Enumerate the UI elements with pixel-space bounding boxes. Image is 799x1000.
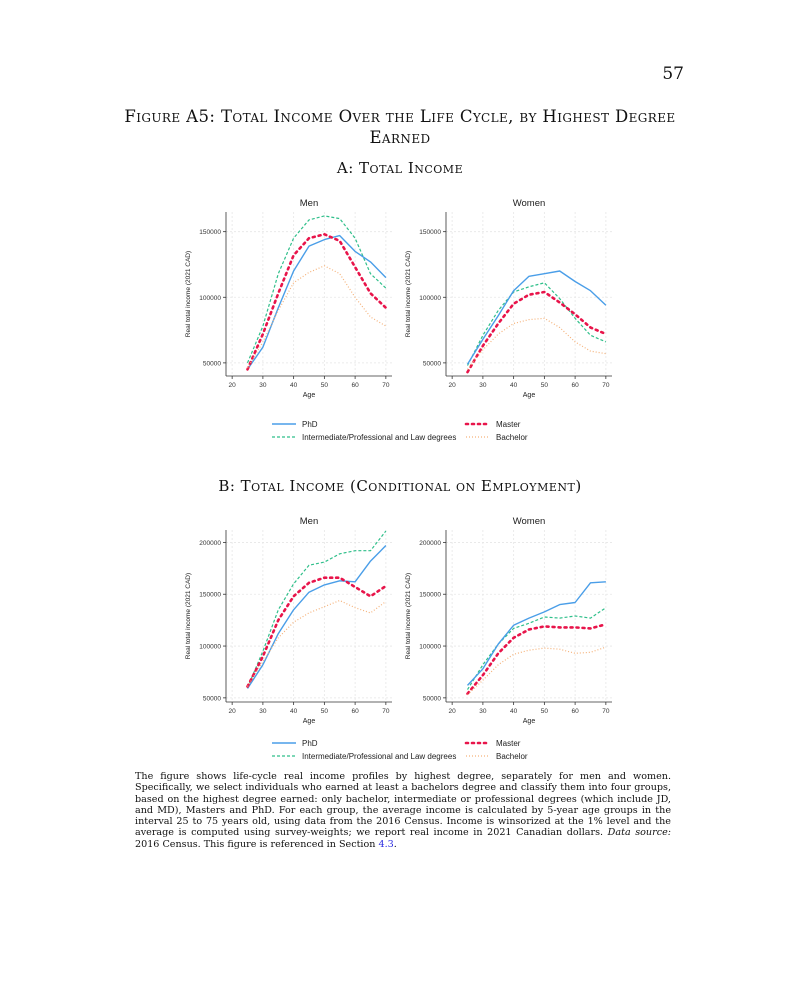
x-tick-label: 50 — [320, 382, 328, 389]
legend-label-intermediate: Intermediate/Professional and Law degrees — [302, 433, 457, 442]
series-line-phd — [468, 582, 606, 686]
chart-A-men — [185, 198, 392, 399]
panel-a-figure — [0, 190, 799, 460]
x-tick-label: 70 — [602, 382, 610, 389]
series-line-phd — [248, 546, 386, 689]
chart-title: Men — [299, 516, 319, 527]
x-tick-label: 60 — [571, 708, 579, 715]
legend-label-master: Master — [496, 420, 521, 429]
x-tick-label: 60 — [571, 382, 579, 389]
y-tick-label: 200000 — [199, 539, 221, 547]
y-tick-label: 200000 — [419, 539, 441, 547]
y-tick-label: 50000 — [202, 360, 221, 368]
series-line-phd — [248, 236, 386, 370]
y-tick-label: 150000 — [199, 229, 221, 237]
y-tick-label: 100000 — [199, 643, 221, 651]
panel-b-figure — [0, 508, 799, 770]
y-tick-label: 100000 — [199, 294, 221, 302]
x-tick-label: 60 — [351, 382, 359, 389]
x-tick-label: 70 — [602, 708, 610, 715]
y-tick-label: 100000 — [419, 294, 441, 302]
x-tick-label: 20 — [448, 382, 456, 389]
y-tick-label: 50000 — [422, 360, 441, 368]
figure-title: Figure A5: Total Income Over the Life Cycle, by Highest Degree Earned — [124, 107, 676, 147]
caption-text: The figure shows life-cycle real income profiles by highest degree, separately for men and women. Specifically, we select individuals who earned at least a bachelors degree and classify them into four groups, based on the highest degree earned: only bachelor, intermediate or professional degrees (which include JD, and MD), Masters and PhD. For each group, the average income is calculated by 5-year age groups in the interval 25 to 75 years old, using data from the 2016 Census. Income is winsorized at the 1% level and the average is computed using survey-weights; we report real income in 2021 Canadian dollars. — [135, 771, 671, 839]
legend-label-intermediate: Intermediate/Professional and Law degrees — [302, 752, 457, 761]
x-axis-label: Age — [302, 718, 316, 725]
caption-source-text: 2016 Census. This figure is referenced in Section — [135, 838, 376, 850]
panel-b-title: B: Total Income (Conditional on Employment) — [218, 477, 582, 495]
series-line-bachelor — [468, 318, 606, 369]
series-line-intermediate — [248, 216, 386, 363]
page-number: 57 — [662, 64, 684, 84]
x-tick-label: 20 — [448, 708, 456, 715]
x-tick-label: 30 — [259, 708, 267, 715]
caption-source-label: Data source: — [607, 827, 671, 839]
x-axis-label: Age — [302, 392, 316, 399]
legend-label-phd: PhD — [302, 420, 318, 429]
legend-label-phd: PhD — [302, 739, 318, 748]
caption-end: . — [393, 838, 397, 850]
y-axis-label: Real total income (2021 CAD) — [405, 572, 412, 660]
x-tick-label: 40 — [510, 382, 518, 389]
series-line-master — [248, 578, 386, 687]
x-tick-label: 50 — [540, 382, 548, 389]
section-reference-link[interactable]: 4.3 — [378, 838, 394, 850]
series-line-bachelor — [468, 647, 606, 695]
y-tick-label: 150000 — [419, 591, 441, 599]
x-tick-label: 20 — [228, 382, 236, 389]
x-tick-label: 50 — [540, 708, 548, 715]
y-axis-label: Real total income (2021 CAD) — [185, 250, 192, 338]
y-tick-label: 150000 — [199, 591, 221, 599]
y-tick-label: 50000 — [202, 695, 221, 703]
legend-label-master: Master — [496, 739, 521, 748]
chart-title: Men — [299, 198, 319, 209]
panel-a-title: A: Total Income — [336, 159, 464, 177]
chart-B-men — [185, 516, 392, 725]
series-line-master — [248, 234, 386, 369]
y-tick-label: 150000 — [419, 229, 441, 237]
x-axis-label: Age — [522, 392, 536, 399]
series-line-intermediate — [468, 608, 606, 690]
x-tick-label: 40 — [510, 708, 518, 715]
x-tick-label: 60 — [351, 708, 359, 715]
x-tick-label: 30 — [479, 382, 487, 389]
x-axis-label: Age — [522, 718, 536, 725]
chart-title: Women — [512, 198, 546, 209]
legend-label-bachelor: Bachelor — [496, 433, 528, 442]
x-tick-label: 30 — [479, 708, 487, 715]
y-axis-label: Real total income (2021 CAD) — [405, 250, 412, 338]
x-tick-label: 50 — [320, 708, 328, 715]
y-tick-label: 100000 — [419, 643, 441, 651]
x-tick-label: 40 — [290, 708, 298, 715]
legend-label-bachelor: Bachelor — [496, 752, 528, 761]
x-tick-label: 70 — [382, 382, 390, 389]
chart-title: Women — [512, 516, 546, 527]
legend — [272, 739, 528, 761]
figure-caption — [135, 771, 671, 850]
x-tick-label: 70 — [382, 708, 390, 715]
x-tick-label: 20 — [228, 708, 236, 715]
legend — [272, 420, 528, 442]
y-tick-label: 50000 — [422, 695, 441, 703]
y-axis-label: Real total income (2021 CAD) — [185, 572, 192, 660]
x-tick-label: 30 — [259, 382, 267, 389]
chart-A-women — [405, 198, 612, 399]
x-tick-label: 40 — [290, 382, 298, 389]
chart-B-women — [405, 516, 612, 725]
